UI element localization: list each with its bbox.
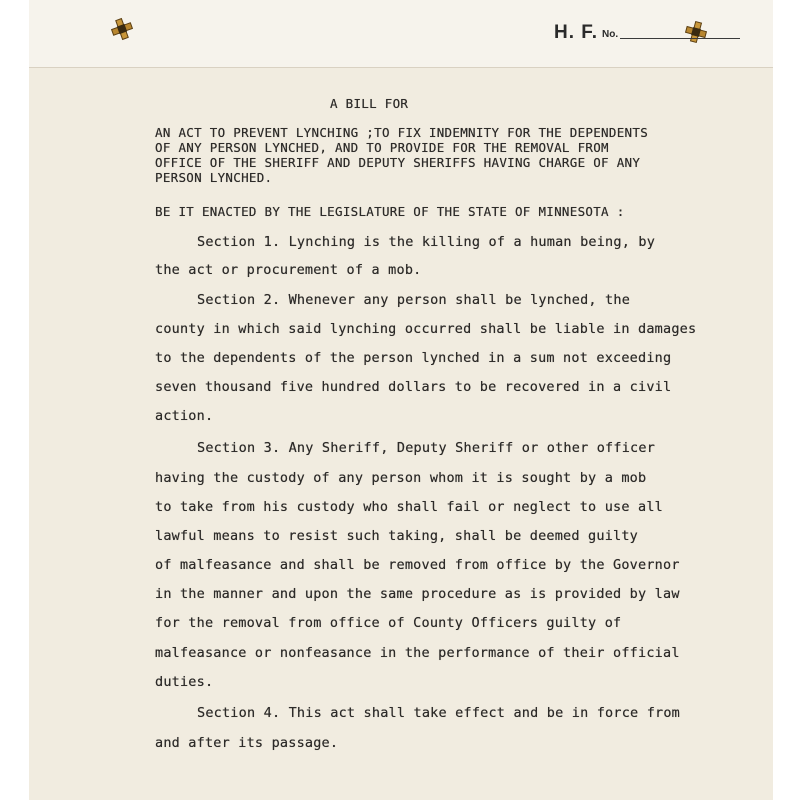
section-3-line: duties.	[155, 674, 214, 690]
section-3-line: lawful means to resist such taking, shall be deemed guilty	[155, 528, 639, 544]
section-3-line: for the removal from office of County Officers guilty of	[155, 615, 622, 631]
section-3-line: to take from his custody who shall fail or neglect to use all	[155, 499, 663, 515]
section-4-line: and after its passage.	[155, 735, 339, 751]
section-2-line: Section 2. Whenever any person shall be lynched, the	[197, 292, 631, 308]
section-2-line: action.	[155, 408, 214, 424]
enacting-clause: BE IT ENACTED BY THE LEGISLATURE OF THE STATE OF MINNESOTA :	[155, 204, 625, 219]
section-3-line: Section 3. Any Sheriff, Deputy Sheriff or other officer	[197, 440, 656, 456]
section-2-line: to the dependents of the person lynched in a sum not exceeding	[155, 350, 672, 366]
bill-title-line: OF ANY PERSON LYNCHED, AND TO PROVIDE FOR THE REMOVAL FROM	[155, 140, 609, 155]
bill-heading: A BILL FOR	[330, 96, 409, 111]
bill-title-line: PERSON LYNCHED.	[155, 170, 273, 185]
section-4-line: Section 4. This act shall take effect and be in force from	[197, 705, 681, 721]
section-1-line: the act or procurement of a mob.	[155, 262, 422, 278]
bill-title-line: OFFICE OF THE SHERIFF AND DEPUTY SHERIFFS HAVING CHARGE OF ANY	[155, 155, 641, 170]
section-3-line: of malfeasance and shall be removed from office by the Governor	[155, 557, 680, 573]
hf-number-label: No.	[602, 29, 619, 40]
section-3-line: malfeasance or nonfeasance in the performance of their official	[155, 645, 680, 661]
section-2-line: seven thousand five hundred dollars to be recovered in a civil	[155, 379, 672, 395]
bill-title-line: AN ACT TO PREVENT LYNCHING ;TO FIX INDEMNITY FOR THE DEPENDENTS	[155, 125, 649, 140]
section-3-line: in the manner and upon the same procedure as is provided by law	[155, 586, 680, 602]
section-1-line: Section 1. Lynching is the killing of a human being, by	[197, 234, 656, 250]
hf-label: H. F.	[554, 22, 599, 43]
section-2-line: county in which said lynching occurred shall be liable in damages	[155, 321, 697, 337]
section-3-line: having the custody of any person whom it is sought by a mob	[155, 470, 647, 486]
